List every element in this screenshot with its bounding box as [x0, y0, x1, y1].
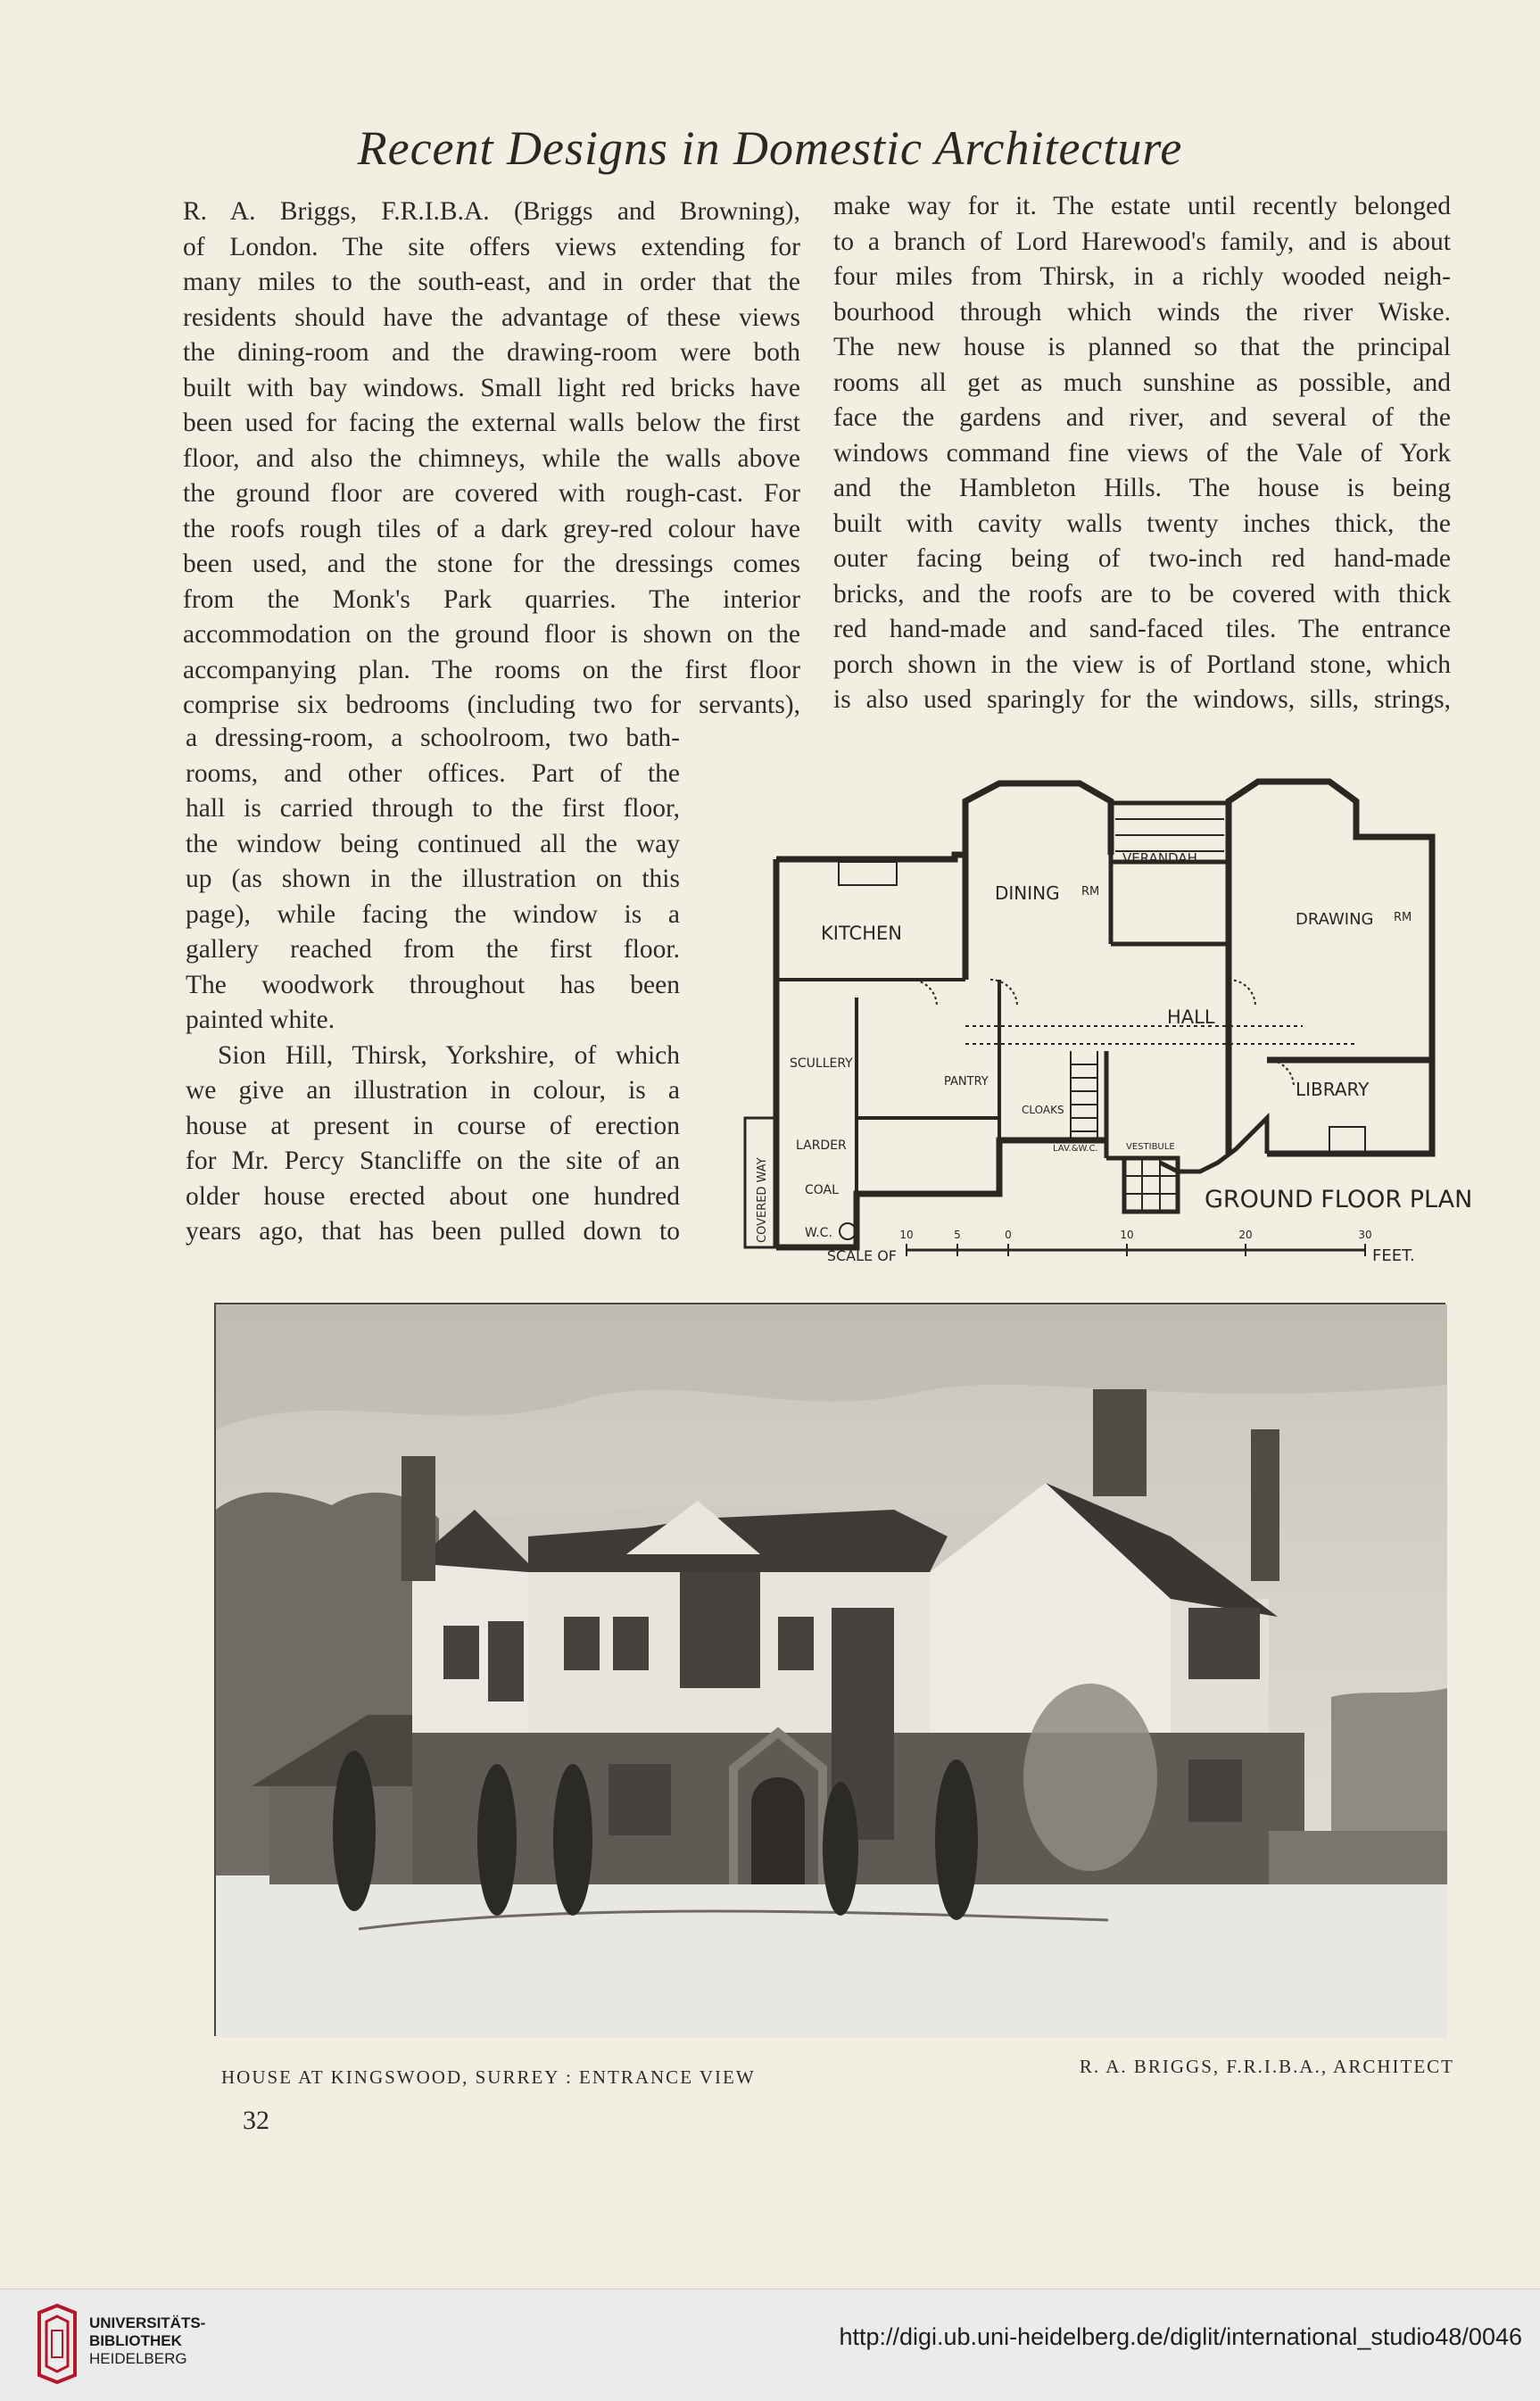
text-line: the window being continued all the way — [186, 829, 680, 858]
text-line: the dining-room and the drawing-room were both — [183, 338, 800, 367]
text-line: painted white. — [186, 1006, 335, 1034]
text-line: been used for facing the external walls below the first — [183, 409, 800, 437]
text-line: for Mr. Percy Stancliffe on the site of an — [186, 1147, 680, 1175]
text-line: been used, and the stone for the dressings comes — [183, 550, 800, 578]
plan-label-hall: HALL — [1167, 1006, 1215, 1028]
text-line: residents should have the advantage of these views — [183, 302, 800, 332]
text-line: the ground floor are covered with rough-cast. For — [183, 479, 800, 508]
plan-label-kitchen: KITCHEN — [821, 923, 902, 944]
library-line: UNIVERSITÄTS- — [89, 2314, 206, 2331]
plan-label-lav: LAV.&W.C. — [1053, 1144, 1098, 1154]
plan-label-verandah: VERANDAH — [1122, 850, 1197, 866]
library-line: BIBLIOTHEK — [89, 2332, 182, 2349]
scale-tick: 30 — [1358, 1229, 1372, 1241]
text-line: we give an illustration in colour, is a — [186, 1076, 680, 1105]
text-line: comprise six bedrooms (including two for servants), — [183, 691, 800, 719]
scale-label: SCALE OF — [826, 1247, 897, 1264]
plan-label-wc: W.C. — [805, 1226, 832, 1240]
scale-unit: FEET. — [1372, 1246, 1415, 1265]
text-line: bourhood through which winds the river Wiske. — [833, 297, 1451, 327]
text-line: face the gardens and river, and several of the — [833, 403, 1451, 432]
text-line: built with bay windows. Small light red bricks have — [183, 373, 800, 402]
text-line: a dressing-room, a schoolroom, two bath- — [186, 724, 680, 752]
text-line: many miles to the south-east, and in order that the — [183, 268, 800, 296]
library-logo-icon — [32, 2304, 82, 2384]
source-url-link[interactable]: http://digi.ub.uni-heidelberg.de/diglit/international_studio48/0046 — [839, 2323, 1522, 2350]
plan-label-cloaks: CLOAKS — [1022, 1104, 1064, 1116]
right-column — [833, 189, 1451, 718]
text-line: years ago, that has been pulled down to — [186, 1217, 680, 1246]
scale-tick: 5 — [954, 1229, 961, 1241]
scale-tick: 0 — [1005, 1229, 1012, 1241]
text-line: older house erected about one hundred — [186, 1181, 680, 1211]
plan-label-dining: DINING — [995, 882, 1060, 904]
house-drawing — [216, 1304, 1447, 2038]
house-illustration — [214, 1303, 1445, 2036]
plan-label-drawing: DRAWING — [1296, 910, 1374, 929]
scale-tick: 10 — [899, 1229, 914, 1241]
text-line: four miles from Thirsk, in a richly wooded neigh- — [833, 262, 1451, 291]
text-line: red hand-made and sand-faced tiles. The entrance — [833, 615, 1451, 643]
scale-tick: 10 — [1120, 1229, 1134, 1241]
text-line: bricks, and the roofs are to be covered with thick — [833, 579, 1451, 609]
text-line: porch shown in the view is of Portland stone, which — [833, 650, 1451, 679]
plan-label-vestibule: VESTIBULE — [1126, 1142, 1175, 1152]
plan-label-coal: COAL — [805, 1183, 839, 1197]
text-line: outer facing being of two-inch red hand-made — [833, 544, 1451, 573]
text-line: page), while facing the window is a — [186, 899, 680, 929]
text-line: the roofs rough tiles of a dark grey-red colour have — [183, 514, 800, 543]
page-number: 32 — [243, 2106, 269, 2135]
library-line: HEIDELBERG — [89, 2350, 187, 2367]
left-column-full — [183, 195, 800, 724]
text-line: rooms, and other offices. Part of the — [186, 758, 680, 788]
text-line: accompanying plan. The rooms on the first floor — [183, 655, 800, 684]
plan-label-pantry: PANTRY — [944, 1075, 989, 1089]
caption-left: HOUSE AT KINGSWOOD, SURREY : ENTRANCE VIEW — [221, 2066, 756, 2088]
plan-label-larder: LARDER — [796, 1138, 847, 1153]
plan-label-dining-sup: RM — [1081, 885, 1100, 898]
caption-right: R. A. BRIGGS, F.R.I.B.A., ARCHITECT — [1079, 2056, 1454, 2077]
scale-tick: 20 — [1238, 1229, 1253, 1241]
text-line: house at present in course of erection — [186, 1111, 680, 1140]
text-line: The woodwork throughout has been — [186, 970, 680, 999]
text-line: from the Monk's Park quarries. The interior — [183, 584, 800, 614]
text-line: to a branch of Lord Harewood's family, and is about — [833, 227, 1451, 256]
library-name — [89, 2314, 205, 2368]
ground-floor-plan — [732, 766, 1473, 1265]
text-line: hall is carried through to the first floor, — [186, 794, 680, 823]
text-line: R. A. Briggs, F.R.I.B.A. (Briggs and Browning), — [183, 197, 800, 226]
text-line: rooms all get as much sunshine as possible, and — [833, 368, 1451, 397]
text-line: built with cavity walls twenty inches thick, the — [833, 509, 1451, 538]
text-line: up (as shown in the illustration on this — [186, 865, 680, 893]
running-head: Recent Designs in Domestic Architecture — [357, 121, 1183, 175]
text-line: The new house is planned so that the principal — [833, 333, 1451, 361]
plan-label-scullery: SCULLERY — [790, 1056, 853, 1071]
text-line: gallery reached from the first floor. — [186, 935, 680, 964]
text-line: is also used sparingly for the windows, sills, strings, — [833, 685, 1451, 714]
text-line: accommodation on the ground floor is shown on the — [183, 620, 800, 649]
plan-label-drawing-sup: RM — [1394, 911, 1412, 924]
text-line: make way for it. The estate until recently belonged — [833, 192, 1451, 220]
text-line: windows command fine views of the Vale of York — [833, 438, 1451, 468]
plan-drawing — [732, 766, 1473, 1265]
text-line: and the Hambleton Hills. The house is being — [833, 474, 1451, 502]
plan-title: GROUND FLOOR PLAN — [1205, 1186, 1473, 1213]
plan-label-covered-way: COVERED WAY — [756, 1157, 769, 1243]
text-line: floor, and also the chimneys, while the walls above — [183, 443, 800, 473]
plan-label-library: LIBRARY — [1296, 1079, 1370, 1100]
text-line: Sion Hill, Thirsk, Yorkshire, of which — [218, 1040, 680, 1070]
text-line: of London. The site offers views extending for — [183, 232, 800, 261]
left-column-narrow — [186, 721, 680, 1250]
